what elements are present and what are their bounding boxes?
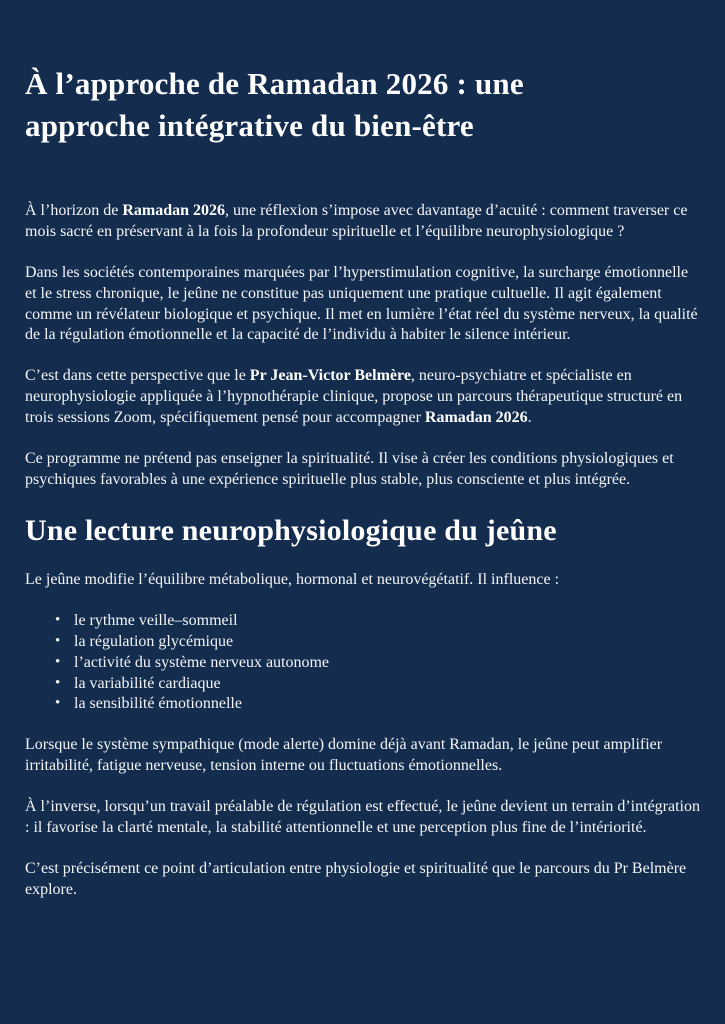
text-run: Ce programme ne prétend pas enseigner la spiritualité. Il vise à créer les conditions physiologiques et psychiques favorables à une expérience spirituelle plus stable, plus consciente et plus intégrée. [25,450,674,489]
section-lead: Le jeûne modifie l’équilibre métabolique, hormonal et neurovégétatif. Il influence : [25,571,560,589]
text-run: Lorsque le système sympathique (mode alerte) domine déjà avant Ramadan, le jeûne peut amplifier irritabilité, fatigue nerveuse, tension interne ou fluctuations émotionnelles. [25,736,663,775]
section-heading: Une lecture neurophysiologique du jeûne [25,514,557,548]
list-item: • l’activité du système nerveux autonome [55,653,700,674]
bold-text-run: Ramadan 2026 [424,409,528,427]
list-item: • la sensibilité émotionnelle [55,694,700,715]
list-item: • la variabilité cardiaque [55,674,700,695]
intro-paragraphs [25,201,700,491]
paragraph [25,797,700,839]
paragraph [25,263,700,347]
list-item: • le rythme veille–sommeil [55,611,700,632]
text-run: , une réflexion s’impose avec davantage d’acuité : comment traverser ce mois sacré en préservant à la fois la profondeur spirituelle et l’équilibre neurophysiologique ? [25,201,688,240]
paragraph [25,735,700,777]
text-run: C’est précisément ce point d’articulation entre physiologie et spiritualité que le parcours du Pr Belmère explore. [25,859,687,898]
paragraph [25,201,700,243]
text-run: , neuro-psychiatre et spécialiste en neurophysiologie appliquée à l’hypnothérapie clinique, propose un parcours thérapeutique structuré en trois sessions Zoom, spécifiquement pensé pour accompagner [25,367,683,427]
text-run: C’est dans cette perspective que le [25,367,250,385]
paragraph [25,859,700,901]
bullet-list [25,611,700,715]
bold-text-run: Ramadan 2026 [122,201,225,219]
page-title: À l’approche de Ramadan 2026 : une approche intégrative du bien-être [25,66,524,143]
text-run: À l’inverse, lorsqu’un travail préalable de régulation est effectué, le jeûne devient un terrain d’intégration : il favorise la clarté mentale, la stabilité attentionnelle et une perception plus fine de l’intériorité. [25,798,700,836]
paragraph [25,449,700,491]
text-run: Dans les sociétés contemporaines marquées par l’hyperstimulation cognitive, la surcharge émotionnelle et le stress chronique, le jeûne ne constitue pas uniquement une pratique cultuelle. Il agit également comme un révélateur biologique et psychique. Il met en lumière l’état réel du système nerveux, la qualité de la régulation émotionnelle et la capacité de l’individu à habiter le silence intérieur. [25,263,698,344]
text-run: À l’horizon de [25,201,123,219]
paragraph [25,366,700,429]
bold-text-run: Pr Jean-Victor Belmère [249,367,411,385]
list-item: • la régulation glycémique [55,632,700,653]
section-paragraphs [25,735,700,901]
text-run: . [527,409,532,427]
